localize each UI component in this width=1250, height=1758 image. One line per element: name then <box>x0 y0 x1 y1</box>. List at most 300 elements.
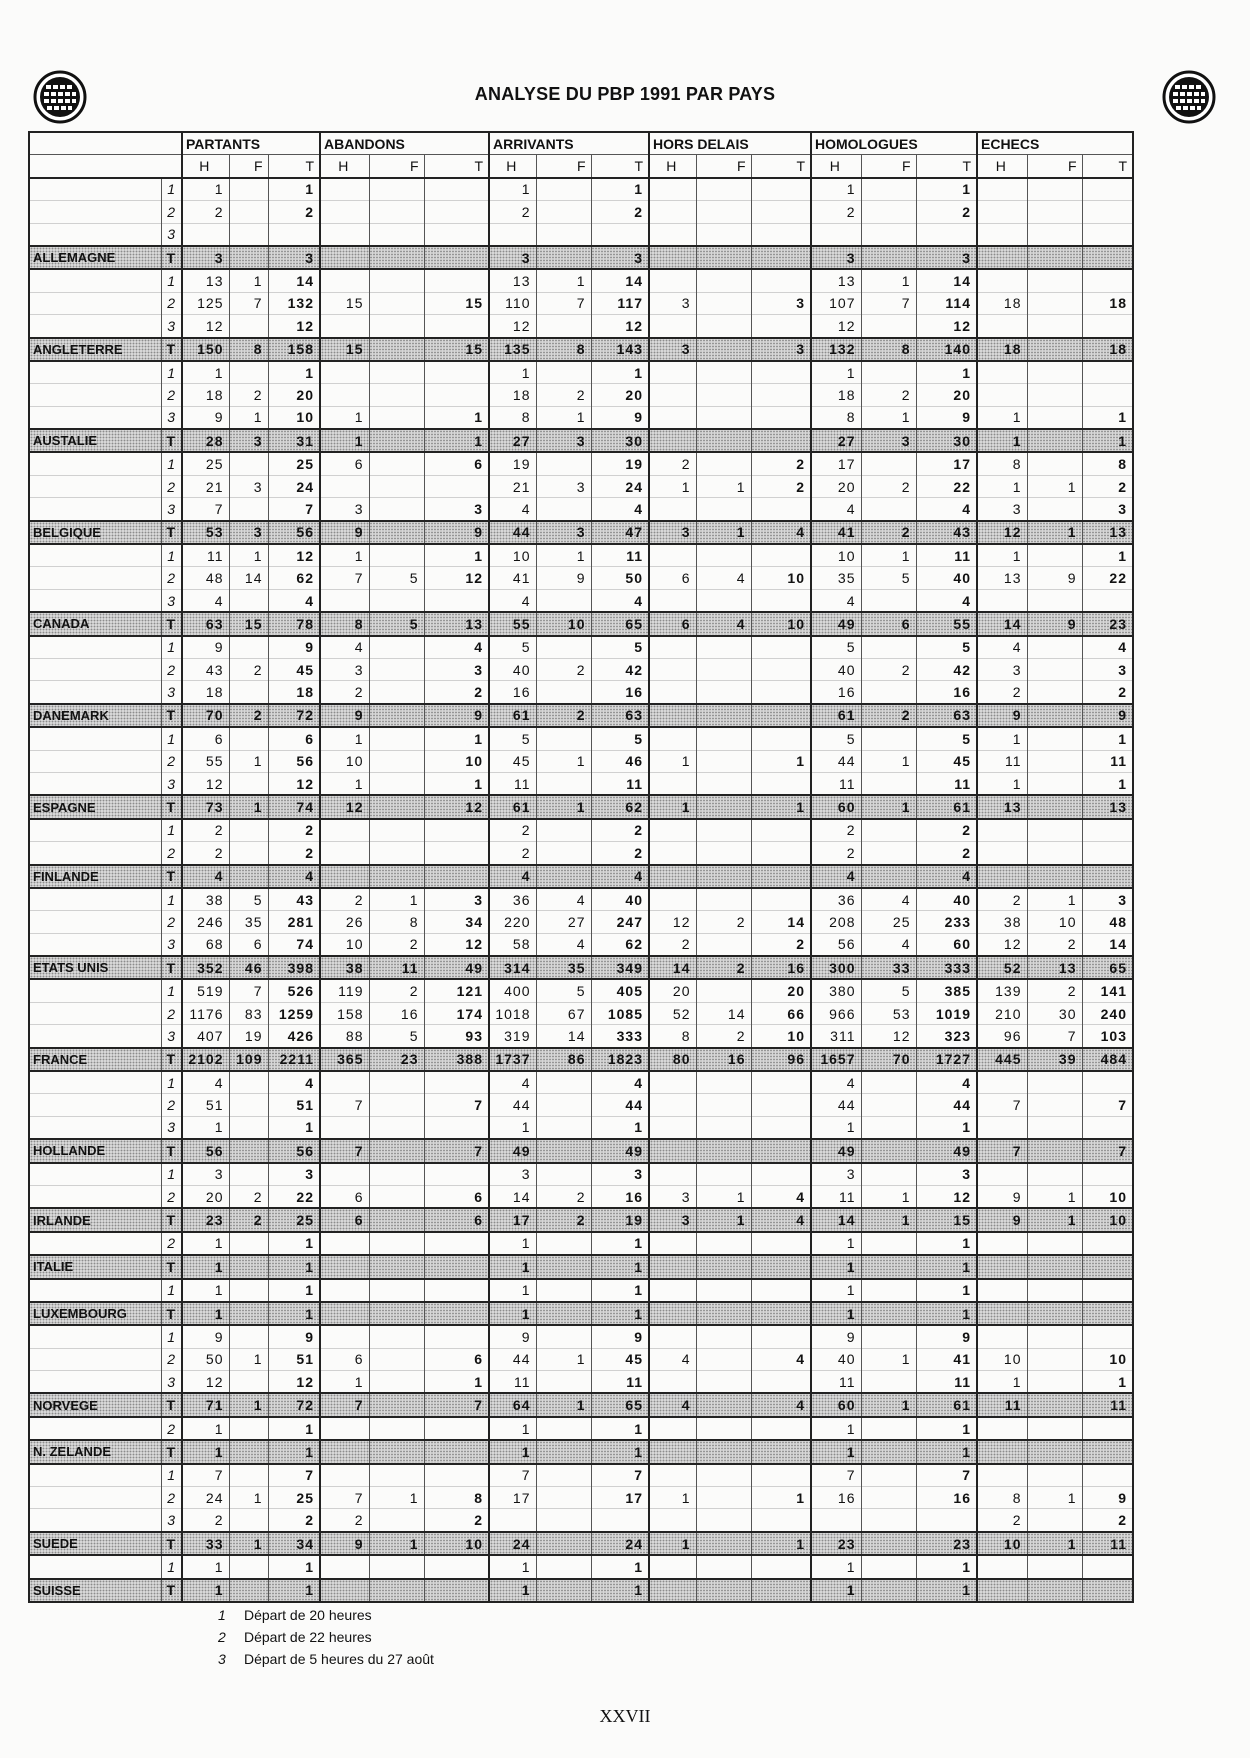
value-cell: 143 <box>591 338 649 361</box>
value-cell <box>696 315 751 338</box>
value-cell: 1 <box>536 1393 591 1416</box>
country-total-row <box>29 956 1133 979</box>
value-cell <box>369 1094 424 1116</box>
value-cell: 1 <box>268 1555 320 1578</box>
value-cell <box>1082 384 1133 406</box>
value-cell: 16 <box>811 1487 861 1509</box>
value-cell: 2 <box>1082 475 1133 497</box>
value-cell: 1 <box>1027 521 1082 544</box>
value-cell: 9 <box>1027 567 1082 589</box>
value-cell <box>696 544 751 567</box>
value-cell: 1823 <box>591 1048 649 1071</box>
value-cell: 3 <box>1082 658 1133 680</box>
departure-row <box>29 498 1133 521</box>
value-cell: 7 <box>320 1487 369 1509</box>
value-cell <box>649 636 696 659</box>
value-cell: 14 <box>489 1185 536 1208</box>
value-cell: 40 <box>916 888 977 911</box>
value-cell: 4 <box>861 888 916 911</box>
value-cell <box>320 1325 369 1348</box>
value-cell: 5 <box>861 979 916 1002</box>
value-cell: 2 <box>229 1208 268 1231</box>
value-cell: 38 <box>977 911 1027 933</box>
country-total-row <box>29 1208 1133 1231</box>
value-cell: 2 <box>861 475 916 497</box>
value-cell: 7 <box>861 292 916 314</box>
value-cell: 25 <box>268 452 320 475</box>
value-cell: 11 <box>811 1185 861 1208</box>
departure-number: 1 <box>161 361 182 384</box>
value-cell: 61 <box>489 795 536 818</box>
value-cell <box>536 361 591 384</box>
value-cell: 3 <box>977 498 1027 521</box>
legend-item <box>218 1626 434 1648</box>
value-cell <box>696 292 751 314</box>
value-cell: 3 <box>649 1208 696 1231</box>
value-cell: 51 <box>268 1094 320 1116</box>
value-cell: 18 <box>811 384 861 406</box>
legend-number: 1 <box>218 1607 226 1623</box>
value-cell <box>696 979 751 1002</box>
value-cell: 13 <box>977 567 1027 589</box>
value-cell <box>229 842 268 865</box>
value-cell: 55 <box>916 612 977 635</box>
value-cell <box>424 384 489 406</box>
value-cell: 9 <box>1082 1487 1133 1509</box>
departure-number: 2 <box>161 750 182 772</box>
value-cell: 125 <box>182 292 229 314</box>
value-cell: 3 <box>751 292 811 314</box>
value-cell: 1 <box>977 475 1027 497</box>
departure-row <box>29 1279 1133 1302</box>
value-cell <box>1027 1555 1082 1578</box>
value-cell <box>369 1393 424 1416</box>
value-cell <box>424 1116 489 1139</box>
value-cell: 55 <box>182 750 229 772</box>
value-cell <box>649 315 696 338</box>
value-cell <box>696 589 751 612</box>
departure-number: 1 <box>161 1555 182 1578</box>
subheader-h: H <box>320 155 369 178</box>
value-cell <box>229 819 268 842</box>
blank-cell <box>29 1555 161 1578</box>
country-total-row <box>29 865 1133 888</box>
value-cell: 50 <box>591 567 649 589</box>
value-cell: 9 <box>536 567 591 589</box>
value-cell: 53 <box>182 521 229 544</box>
value-cell <box>649 681 696 704</box>
value-cell <box>696 269 751 292</box>
value-cell <box>229 1302 268 1325</box>
value-cell: 10 <box>751 567 811 589</box>
value-cell: 14 <box>591 269 649 292</box>
blank-cell <box>29 1348 161 1370</box>
value-cell <box>369 636 424 659</box>
total-marker: T <box>161 1579 182 1602</box>
value-cell: 3 <box>182 1163 229 1186</box>
value-cell: 15 <box>424 292 489 314</box>
value-cell <box>861 452 916 475</box>
value-cell: 6 <box>182 727 229 750</box>
value-cell <box>229 589 268 612</box>
value-cell <box>977 269 1027 292</box>
value-cell: 3 <box>591 246 649 269</box>
value-cell: 15 <box>424 338 489 361</box>
value-cell <box>649 406 696 429</box>
value-cell <box>751 1417 811 1440</box>
value-cell <box>320 246 369 269</box>
value-cell: 1 <box>591 1279 649 1302</box>
value-cell: 23 <box>811 1532 861 1555</box>
value-cell: 4 <box>696 612 751 635</box>
total-marker: T <box>161 1048 182 1071</box>
value-cell <box>369 1185 424 1208</box>
value-cell <box>811 1509 861 1532</box>
value-cell <box>536 178 591 201</box>
value-cell: 6 <box>649 567 696 589</box>
value-cell <box>916 1509 977 1532</box>
value-cell <box>424 201 489 223</box>
header-row-subheaders <box>29 155 1133 178</box>
value-cell: 24 <box>268 475 320 497</box>
value-cell: 9 <box>182 1325 229 1348</box>
value-cell <box>1082 1464 1133 1487</box>
value-cell: 1 <box>916 1255 977 1278</box>
value-cell: 4 <box>320 636 369 659</box>
departure-number: 3 <box>161 1509 182 1532</box>
value-cell <box>861 1509 916 1532</box>
value-cell: 11 <box>916 772 977 795</box>
value-cell: 1 <box>268 1116 320 1139</box>
value-cell: 314 <box>489 956 536 979</box>
value-cell: 3 <box>489 246 536 269</box>
value-cell <box>649 201 696 223</box>
value-cell: 30 <box>591 429 649 452</box>
corner-cell <box>29 132 182 155</box>
value-cell <box>977 1440 1027 1463</box>
value-cell: 6 <box>861 612 916 635</box>
total-marker: T <box>161 1532 182 1555</box>
value-cell: 110 <box>489 292 536 314</box>
value-cell: 49 <box>591 1139 649 1162</box>
value-cell <box>320 178 369 201</box>
value-cell: 1 <box>268 1232 320 1255</box>
value-cell: 1 <box>861 1185 916 1208</box>
value-cell: 24 <box>489 1532 536 1555</box>
departure-row <box>29 475 1133 497</box>
value-cell: 1 <box>268 1255 320 1278</box>
value-cell <box>1027 338 1082 361</box>
value-cell: 20 <box>811 475 861 497</box>
value-cell <box>320 361 369 384</box>
value-cell <box>1082 1255 1133 1278</box>
value-cell: 41 <box>916 1348 977 1370</box>
value-cell <box>977 178 1027 201</box>
value-cell <box>369 1116 424 1139</box>
departure-number: 2 <box>161 1185 182 1208</box>
value-cell: 1 <box>751 750 811 772</box>
value-cell <box>229 1116 268 1139</box>
value-cell: 6 <box>320 452 369 475</box>
value-cell <box>229 1255 268 1278</box>
value-cell: 7 <box>977 1139 1027 1162</box>
departure-number: 3 <box>161 1116 182 1139</box>
value-cell: 71 <box>182 1393 229 1416</box>
value-cell: 7 <box>977 1094 1027 1116</box>
value-cell <box>696 1509 751 1532</box>
value-cell: 1 <box>861 750 916 772</box>
value-cell: 25 <box>268 1487 320 1509</box>
value-cell: 96 <box>977 1025 1027 1048</box>
value-cell: 484 <box>1082 1048 1133 1071</box>
country-name: N. ZELANDE <box>29 1440 161 1463</box>
value-cell <box>1027 1071 1082 1094</box>
value-cell: 11 <box>591 544 649 567</box>
subheader-t: T <box>916 155 977 178</box>
value-cell <box>369 1579 424 1602</box>
value-cell: 49 <box>811 1139 861 1162</box>
value-cell <box>751 1440 811 1463</box>
value-cell: 6 <box>320 1348 369 1370</box>
value-cell: 1 <box>489 1302 536 1325</box>
value-cell: 5 <box>811 727 861 750</box>
value-cell: 1 <box>1082 772 1133 795</box>
value-cell <box>977 1325 1027 1348</box>
value-cell: 2 <box>320 888 369 911</box>
value-cell: 20 <box>182 1185 229 1208</box>
departure-row <box>29 1116 1133 1139</box>
value-cell <box>696 658 751 680</box>
value-cell <box>751 1579 811 1602</box>
value-cell: 23 <box>916 1532 977 1555</box>
value-cell: 1 <box>536 544 591 567</box>
value-cell: 62 <box>591 795 649 818</box>
value-cell <box>320 819 369 842</box>
value-cell: 1 <box>916 1232 977 1255</box>
value-cell <box>696 772 751 795</box>
value-cell <box>1082 269 1133 292</box>
value-cell <box>649 865 696 888</box>
value-cell <box>369 406 424 429</box>
value-cell: 1085 <box>591 1002 649 1024</box>
value-cell <box>369 1417 424 1440</box>
value-cell: 117 <box>591 292 649 314</box>
departure-number: 2 <box>161 1232 182 1255</box>
value-cell: 41 <box>811 521 861 544</box>
value-cell <box>861 1325 916 1348</box>
value-cell <box>369 1279 424 1302</box>
value-cell <box>696 1579 751 1602</box>
value-cell: 2 <box>751 475 811 497</box>
value-cell: 30 <box>1027 1002 1082 1024</box>
value-cell: 2 <box>268 201 320 223</box>
legend-number: 2 <box>218 1629 226 1645</box>
value-cell <box>861 727 916 750</box>
value-cell: 2 <box>229 658 268 680</box>
value-cell <box>229 681 268 704</box>
value-cell: 25 <box>268 1208 320 1231</box>
value-cell: 16 <box>751 956 811 979</box>
value-cell <box>751 269 811 292</box>
value-cell: 14 <box>916 269 977 292</box>
value-cell <box>751 658 811 680</box>
value-cell: 74 <box>268 795 320 818</box>
value-cell: 1 <box>229 1532 268 1555</box>
value-cell <box>1027 1509 1082 1532</box>
value-cell <box>861 1579 916 1602</box>
value-cell <box>977 1555 1027 1578</box>
value-cell: 2 <box>861 658 916 680</box>
value-cell: 388 <box>424 1048 489 1071</box>
value-cell <box>1027 1232 1082 1255</box>
value-cell: 43 <box>182 658 229 680</box>
value-cell: 1 <box>751 1487 811 1509</box>
value-cell <box>424 269 489 292</box>
value-cell <box>751 315 811 338</box>
value-cell <box>861 246 916 269</box>
value-cell: 24 <box>591 1532 649 1555</box>
value-cell: 12 <box>268 544 320 567</box>
value-cell: 210 <box>977 1002 1027 1024</box>
value-cell: 1 <box>268 1417 320 1440</box>
value-cell <box>696 1302 751 1325</box>
value-cell: 1 <box>1027 1532 1082 1555</box>
departure-row <box>29 201 1133 223</box>
value-cell: 1 <box>229 1393 268 1416</box>
blank-cell <box>29 1325 161 1348</box>
value-cell: 1 <box>977 406 1027 429</box>
value-cell <box>1082 1440 1133 1463</box>
total-marker: T <box>161 865 182 888</box>
blank-cell <box>29 1464 161 1487</box>
value-cell: 1 <box>811 1579 861 1602</box>
value-cell <box>916 223 977 246</box>
value-cell: 2 <box>977 681 1027 704</box>
blank-cell <box>29 498 161 521</box>
value-cell <box>424 315 489 338</box>
value-cell <box>320 1116 369 1139</box>
value-cell: 8 <box>977 452 1027 475</box>
value-cell: 1 <box>424 544 489 567</box>
value-cell: 61 <box>489 704 536 727</box>
departure-row <box>29 1025 1133 1048</box>
value-cell: 966 <box>811 1002 861 1024</box>
value-cell: 2 <box>916 201 977 223</box>
value-cell <box>424 1302 489 1325</box>
value-cell: 62 <box>268 567 320 589</box>
value-cell: 5 <box>916 636 977 659</box>
blank-cell <box>29 1094 161 1116</box>
value-cell <box>536 1279 591 1302</box>
value-cell: 8 <box>536 338 591 361</box>
subheader-f: F <box>369 155 424 178</box>
value-cell: 8 <box>811 406 861 429</box>
departure-row <box>29 406 1133 429</box>
value-cell: 6 <box>424 452 489 475</box>
value-cell: 1 <box>182 1116 229 1139</box>
value-cell <box>696 704 751 727</box>
value-cell: 311 <box>811 1025 861 1048</box>
value-cell <box>1027 406 1082 429</box>
value-cell <box>229 1094 268 1116</box>
value-cell <box>751 704 811 727</box>
value-cell <box>229 865 268 888</box>
value-cell: 7 <box>182 1464 229 1487</box>
departure-row <box>29 361 1133 384</box>
value-cell <box>369 1348 424 1370</box>
value-cell: 2 <box>751 933 811 956</box>
value-cell: 19 <box>489 452 536 475</box>
value-cell <box>1027 1440 1082 1463</box>
value-cell <box>696 636 751 659</box>
value-cell: 445 <box>977 1048 1027 1071</box>
value-cell: 22 <box>268 1185 320 1208</box>
value-cell <box>320 1417 369 1440</box>
value-cell <box>369 544 424 567</box>
value-cell <box>751 681 811 704</box>
value-cell <box>751 1464 811 1487</box>
value-cell <box>536 452 591 475</box>
value-cell: 55 <box>489 612 536 635</box>
value-cell: 7 <box>489 1464 536 1487</box>
subheader-h: H <box>811 155 861 178</box>
value-cell <box>229 1417 268 1440</box>
blank-cell <box>29 933 161 956</box>
value-cell <box>229 1509 268 1532</box>
value-cell <box>696 429 751 452</box>
value-cell <box>591 223 649 246</box>
departure-row <box>29 1464 1133 1487</box>
value-cell: 1 <box>977 544 1027 567</box>
value-cell <box>696 1393 751 1416</box>
value-cell: 2 <box>536 1185 591 1208</box>
value-cell <box>320 223 369 246</box>
departure-row <box>29 1232 1133 1255</box>
value-cell: 5 <box>861 567 916 589</box>
value-cell <box>1027 384 1082 406</box>
value-cell: 5 <box>811 636 861 659</box>
departure-number: 2 <box>161 842 182 865</box>
value-cell <box>424 361 489 384</box>
value-cell: 1 <box>811 361 861 384</box>
value-cell: 1 <box>861 269 916 292</box>
value-cell: 5 <box>916 727 977 750</box>
value-cell: 7 <box>182 498 229 521</box>
value-cell: 1 <box>424 772 489 795</box>
blank-cell <box>29 1279 161 1302</box>
value-cell: 4 <box>977 636 1027 659</box>
value-cell <box>1027 704 1082 727</box>
value-cell <box>536 223 591 246</box>
value-cell: 12 <box>591 315 649 338</box>
blank-cell <box>29 178 161 201</box>
legend-text: Départ de 20 heures <box>244 1607 372 1623</box>
value-cell <box>320 1579 369 1602</box>
blank-cell <box>29 658 161 680</box>
value-cell: 3 <box>1082 888 1133 911</box>
value-cell: 158 <box>268 338 320 361</box>
value-cell: 63 <box>591 704 649 727</box>
blank-cell <box>29 1371 161 1394</box>
value-cell: 9 <box>424 521 489 544</box>
departure-number: 2 <box>161 658 182 680</box>
value-cell: 1 <box>916 1302 977 1325</box>
value-cell <box>424 1163 489 1186</box>
value-cell: 23 <box>1082 612 1133 635</box>
departure-row <box>29 1071 1133 1094</box>
value-cell: 1 <box>1082 429 1133 452</box>
value-cell: 10 <box>536 612 591 635</box>
